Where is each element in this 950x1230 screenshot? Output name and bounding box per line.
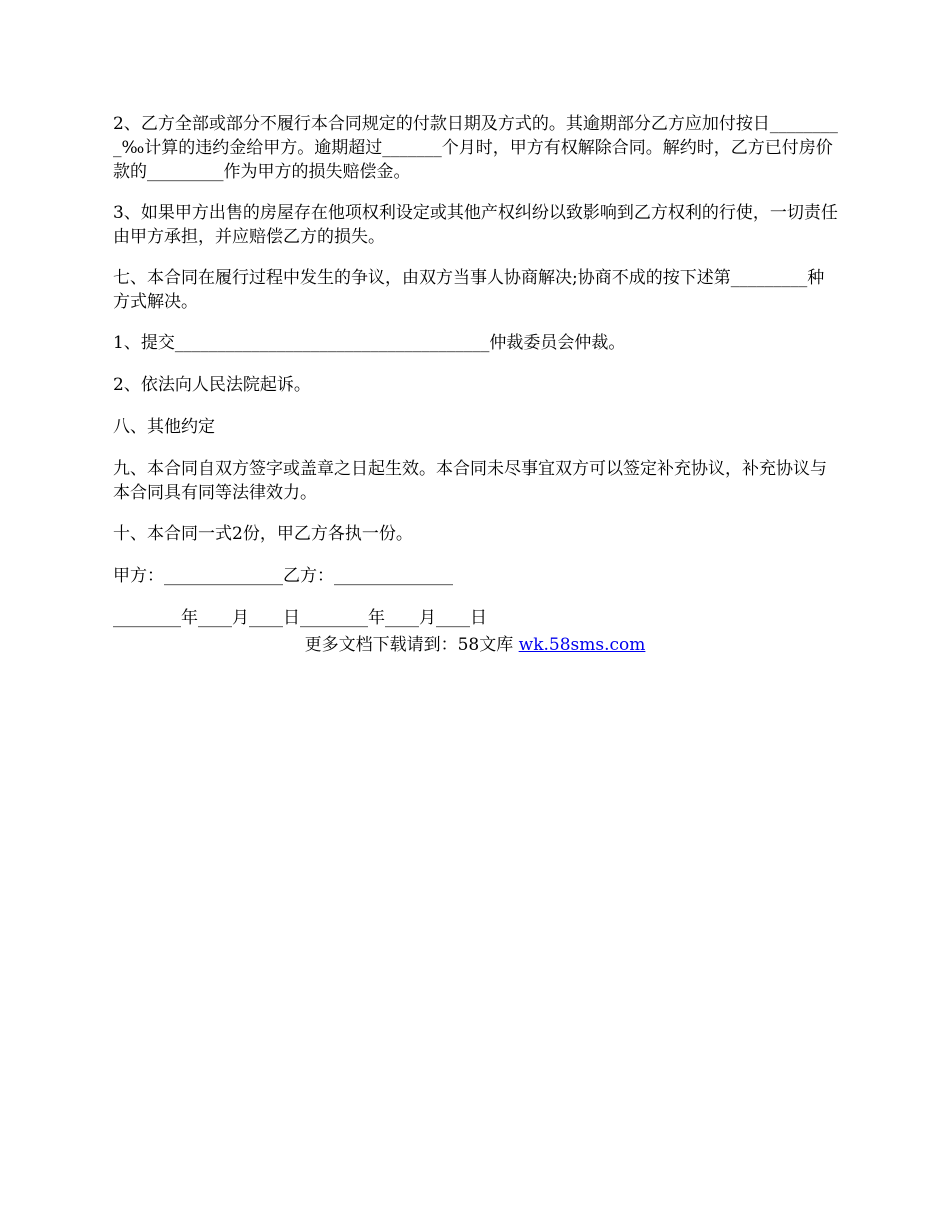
clause-9-effectiveness: 九、本合同自双方签字或盖章之日起生效。本合同未尽事宜双方可以签定补充协议，补充协议与本合同具有同等法律效力。 xyxy=(113,459,827,503)
signature-dates: ________年____月____日________年____月____日 xyxy=(113,608,487,628)
document-body xyxy=(113,112,839,648)
clause-10-copies: 十、本合同一式2份，甲乙方各执一份。 xyxy=(113,524,413,544)
clause-2-late-payment: 2、乙方全部或部分不履行本合同规定的付款日期及方式的。其逾期部分乙方应加付按日_________‰计算的违约金给甲方。逾期超过_______个月时，甲方有权解除合同。解约时，乙方已付房价款的_________作为甲方的损失赔偿金。 xyxy=(113,114,838,182)
option-2-court: 2、依法向人民法院起诉。 xyxy=(113,375,311,395)
download-footer xyxy=(0,633,950,657)
clause-8-other-terms: 八、其他约定 xyxy=(113,417,215,437)
clause-3-property-rights: 3、如果甲方出售的房屋存在他项权利设定或其他产权纠纷以致影响到乙方权利的行使，一切责任由甲方承担，并应赔偿乙方的损失。 xyxy=(113,203,838,247)
clause-7-dispute-resolution: 七、本合同在履行过程中发生的争议，由双方当事人协商解决;协商不成的按下述第_________种方式解决。 xyxy=(113,268,825,312)
footer-link[interactable]: wk.58sms.com xyxy=(518,635,646,655)
signature-parties: 甲方：______________乙方：______________ xyxy=(113,566,453,586)
footer-prefix: 更多文档下载请到：58文库 xyxy=(304,635,519,655)
option-1-arbitration: 1、提交_____________________________________仲裁委员会仲裁。 xyxy=(113,333,626,353)
